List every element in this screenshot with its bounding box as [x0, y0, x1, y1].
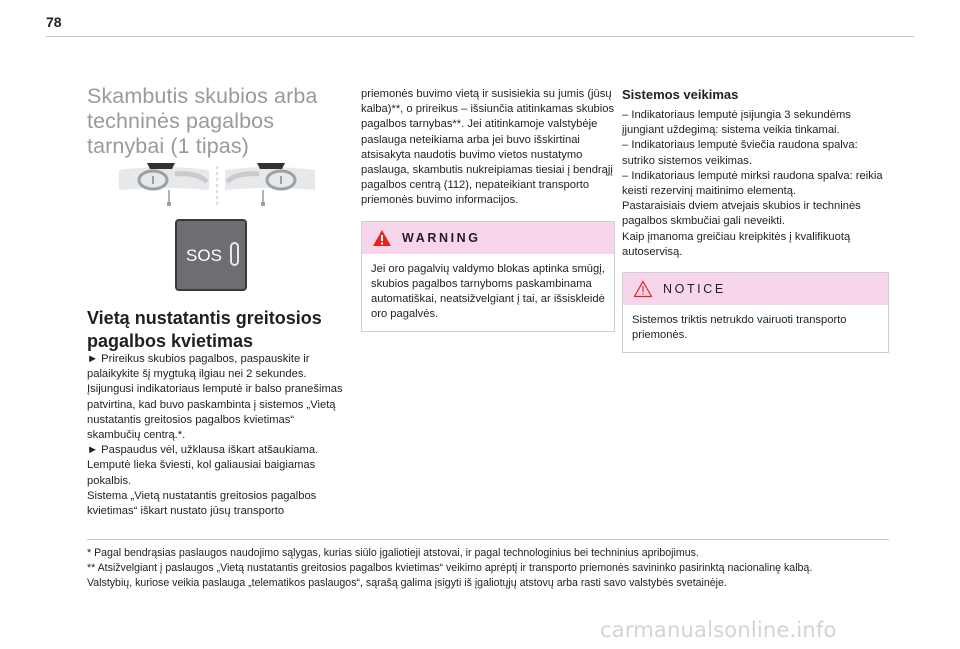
sos-button-illustration	[175, 219, 247, 291]
notice-box	[622, 272, 889, 353]
footnote: ** Atsižvelgiant į paslaugos „Vietą nustatantis greitosios pagalbos kvietimas“ veikimo aprėptį ir transporto priemonės savininko pasirinktą nacionalinę kalbą.	[87, 562, 813, 574]
col1-paragraph: Įsijungusi indikatoriaus lemputė ir balso pranešimas patvirtina, kad buvo paskambinta į sistemos „Vietą nustatantis greitosios pagalbos kvietimas“ skambučių centrą.*.	[87, 383, 343, 442]
notice-label: NOTICE	[663, 282, 726, 297]
warning-triangle-icon	[372, 229, 392, 247]
car-interior-icon	[117, 160, 317, 214]
section-title: Skambutis skubios arba techninės pagalbos tarnybai (1 tipas)	[87, 84, 318, 158]
ceiling-console-illustrations	[117, 160, 317, 214]
sos-button-icon	[175, 219, 247, 291]
operation-body	[622, 108, 889, 260]
operation-line: – Indikatoriaus lemputė šviečia raudona spalva: sutriko sistemos veikimas.	[622, 139, 858, 167]
col1-paragraph: ► Paspaudus vėl, užklausa iškart atšaukiama.	[87, 444, 319, 457]
warning-text: Jei oro pagalvių valdymo blokas aptinka smūgį, skubios pagalbos tarnyboms paskambinama automatiškai, neatsižvelgiant į tai, ar išsiskleidė oro pagalvės.	[371, 262, 605, 321]
notice-header	[623, 273, 888, 305]
col2-body: priemonės buvimo vietą ir susisiekia su jumis (jūsų kalba)**, o prireikus – išsiunčia atitinkamas skubios pagalbos tarnybas**. Jei atitinkamoje valstybėje paslauga neteikiama arba jei buvo išskirtinai atsisakyta naudotis buvimo vietos nustatymo paslauga, skambutis nukreipiamas tiesiai į bendrąjį pagalbos centrą (112), nepateikiant transporto priemonės buvimo informacijos.	[361, 88, 615, 207]
notice-text: Sistemos triktis netrukdo vairuoti transporto priemonės.	[632, 314, 847, 342]
col1-paragraph: Lemputė lieka šviesti, kol galiausiai baigiamas pokalbis.	[87, 459, 316, 487]
subtitle: Vietą nustatantis greitosios pagalbos kvietimas	[87, 308, 322, 351]
operation-line: – Indikatoriaus lemputė įsijungia 3 sekundėms įjungiant uždegimą: sistema veikia tinkamai.	[622, 109, 851, 137]
operation-line: Kaip įmanoma greičiau kreipkitės į kvalifikuotą autoservisą.	[622, 230, 851, 258]
header-divider	[46, 36, 914, 37]
col1-paragraph: ► Prireikus skubios pagalbos, paspauskite ir palaikykite šį mygtuką ilgiau nei 2 sekundes.	[87, 353, 310, 381]
warning-box	[361, 221, 615, 333]
notice-triangle-icon	[633, 280, 653, 298]
sos-label: SOS	[186, 246, 222, 265]
column-right	[622, 87, 889, 353]
footnotes	[87, 546, 897, 591]
col1-body	[87, 352, 349, 519]
operation-line: Pastaraisiais dviem atvejais skubios ir techninės pagalbos skmbučiai gali neveikti.	[622, 200, 861, 228]
warning-header	[362, 222, 614, 254]
warning-label: WARNING	[402, 230, 481, 245]
footnote: Valstybių, kuriose veikia paslauga „telematikos paslaugos“, sąrašą galima įsigyti iš įgaliotųjų atstovų arba rasti savo valstybės svetainėje.	[87, 577, 727, 589]
column-middle	[361, 87, 615, 332]
footnote-divider	[87, 539, 889, 540]
operation-heading: Sistemos veikimas	[622, 87, 739, 102]
column-left	[87, 84, 337, 159]
watermark: carmanualsonline.info	[600, 618, 837, 642]
col1-paragraph: Sistema „Vietą nustatantis greitosios pagalbos kvietimas“ iškart nustato jūsų transporto	[87, 489, 317, 518]
operation-line: – Indikatoriaus lemputė mirksi raudona spalva: reikia keisti rezervinį maitinimo elementą.	[622, 169, 883, 198]
page-number: 78	[46, 14, 62, 30]
footnote: * Pagal bendrąsias paslaugos naudojimo sąlygas, kurias siūlo įgaliotieji atstovai, ir pagal technologinius bei techninius apribojimus.	[87, 547, 699, 559]
